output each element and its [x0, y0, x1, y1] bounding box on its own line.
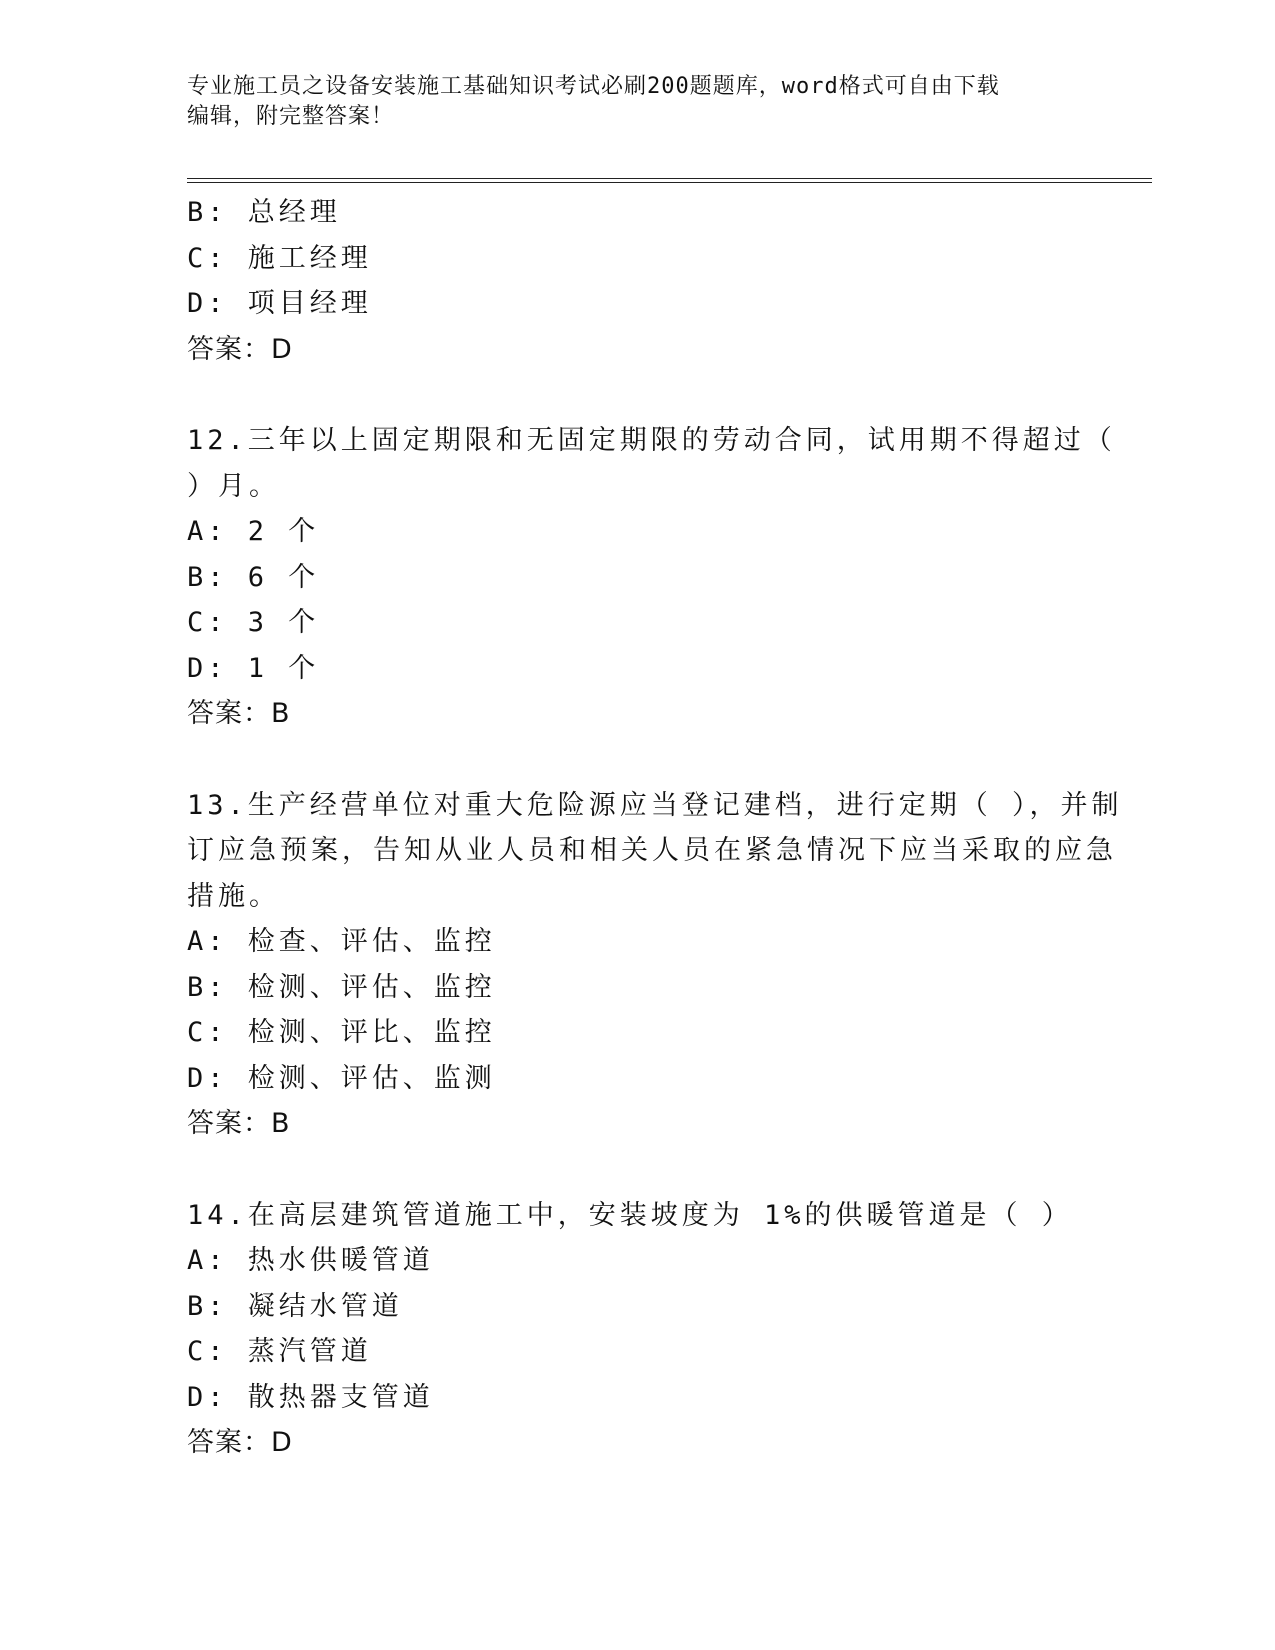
- option-a: A: 热水供暖管道: [187, 1245, 434, 1276]
- option-b: B: 6 个: [187, 561, 320, 593]
- answer: 答案：D: [187, 333, 293, 365]
- question-14: [187, 1193, 1087, 1466]
- question-13: [187, 783, 1123, 1147]
- header-line-2: 编辑，附完整答案！: [187, 104, 395, 129]
- option-c: C: 3 个: [187, 607, 320, 638]
- header-line-1: 专业施工员之设备安装施工基础知识考试必刷200题题库，word格式可自由下载: [187, 74, 1000, 99]
- question-text: ）月。: [187, 470, 280, 502]
- answer: 答案：B: [187, 698, 291, 729]
- option-d: D: 项目经理: [187, 288, 372, 319]
- question-11: [187, 190, 1087, 372]
- question-text: 14.在高层建筑管道施工中，安装坡度为 1%的供暖管道是（ ）: [187, 1199, 1073, 1231]
- answer: 答案：B: [187, 1108, 291, 1139]
- option-d: D: 1 个: [187, 652, 320, 684]
- question-12: [187, 418, 1116, 737]
- option-b: B: 检测、评估、监控: [187, 971, 496, 1003]
- spacer: [187, 1147, 1087, 1193]
- question-text: 13.生产经营单位对重大危险源应当登记建档，进行定期（ ），并制: [187, 789, 1123, 821]
- spacer: [187, 372, 1087, 418]
- header-divider: [187, 178, 1152, 183]
- option-c: C: 施工经理: [187, 242, 372, 274]
- page-header: [187, 72, 1087, 132]
- option-c: C: 检测、评比、监控: [187, 1017, 496, 1048]
- option-a: A: 检查、评估、监控: [187, 926, 496, 957]
- option-b: B: 凝结水管道: [187, 1290, 403, 1322]
- option-b: B: 总经理: [187, 197, 341, 228]
- option-a: A: 2 个: [187, 516, 320, 547]
- spacer: [187, 737, 1087, 783]
- option-d: D: 散热器支管道: [187, 1381, 434, 1413]
- option-d: D: 检测、评估、监测: [187, 1062, 496, 1094]
- question-text: 订应急预案，告知从业人员和相关人员在紧急情况下应当采取的应急: [187, 835, 1117, 866]
- question-text: 措施。: [187, 880, 280, 912]
- question-text: 12.三年以上固定期限和无固定期限的劳动合同，试用期不得超过（: [187, 425, 1116, 456]
- option-c: C: 蒸汽管道: [187, 1336, 372, 1367]
- answer: 答案：D: [187, 1427, 293, 1458]
- question-list: [187, 190, 1123, 1466]
